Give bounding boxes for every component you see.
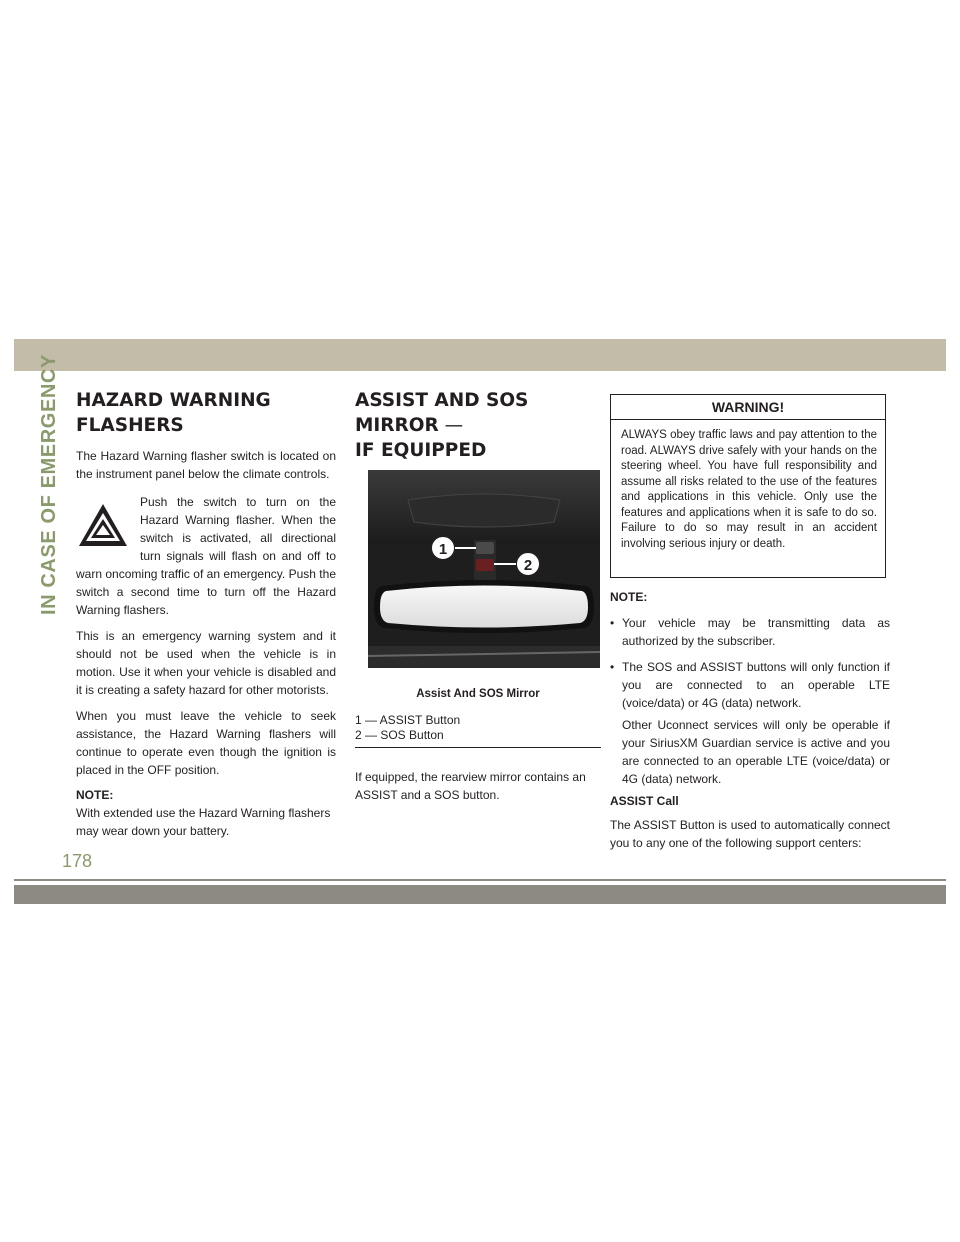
legend-item-sos: 2 — SOS Button (355, 728, 444, 742)
note-bullet-2-text: The SOS and ASSIST buttons will only function if you are connected to an operable LTE (voice/data) or 4G (data) network. (622, 660, 890, 710)
hazard-note-label: NOTE: (76, 788, 114, 802)
assist-title-suffix: — (438, 415, 464, 436)
hazard-para-3: When you must leave the vehicle to seek assistance, the Hazard Warning flashers will continue to operate even though the ignition is placed in the OFF position. (76, 709, 336, 777)
header-band (14, 339, 946, 371)
assist-section (355, 388, 601, 808)
warning-box (610, 394, 886, 578)
assist-call-text: The ASSIST Button is used to automatically connect you to any one of the following support centers: (610, 818, 890, 850)
callout-1: 1 (438, 541, 448, 558)
hazard-para-2: This is an emergency warning system and it should not be used when the vehicle is in motion. Use it when your vehicle is disabled and it is creating a safety hazard for other motorists. (76, 629, 336, 697)
assist-after-text: If equipped, the rearview mirror contains an ASSIST and a SOS button. (355, 770, 586, 802)
footer-band (14, 885, 946, 904)
warning-section (610, 394, 890, 852)
footer-rule (14, 879, 946, 881)
bullet-marker: • (610, 616, 615, 630)
assist-title-main: ASSIST AND SOS MIRROR (355, 390, 529, 436)
hazard-title (76, 388, 336, 438)
note-bullet-1-text: Your vehicle may be transmitting data as authorized by the subscriber. (622, 616, 890, 648)
warning-text: ALWAYS obey traffic laws and pay attention to the road. ALWAYS drive safely with your hands on the steering wheel. You have full responsibility and assume all risks related to the use of the features and applications in this vehicle. Only use the features and applications when it is safe to do so. Failure to do so may result in an accident involving serious injury or death. (621, 429, 877, 550)
hazard-section (76, 388, 336, 840)
bullet-marker: • (610, 660, 615, 674)
mirror-figure (368, 470, 600, 668)
hazard-title-line2: FLASHERS (76, 415, 184, 436)
assist-title-line2: IF EQUIPPED (355, 440, 487, 461)
hazard-intro: The Hazard Warning flasher switch is located on the instrument panel below the climate controls. (76, 449, 336, 481)
section-side-label (38, 354, 62, 615)
warning-heading: WARNING! (611, 395, 885, 420)
side-label-text: IN CASE OF EMERGENCY (38, 354, 60, 615)
assist-title (355, 388, 601, 463)
assist-note-label: NOTE: (610, 590, 648, 604)
page-number: 178 (62, 851, 93, 871)
note-bullet-1 (610, 614, 890, 650)
hazard-title-line1: HAZARD WARNING (76, 390, 271, 411)
note-bullet-2-continued: Other Uconnect services will only be operable if your SiriusXM Guardian service is active and you are connected to an operable LTE (voice/data) or 4G (data) network. (622, 718, 890, 786)
callout-2: 2 (523, 557, 533, 574)
hazard-push-block (76, 493, 336, 619)
note-bullet-2-body (622, 658, 890, 788)
assist-call-heading: ASSIST Call (610, 794, 679, 808)
hazard-push-text: Push the switch to turn on the Hazard Warning flasher. When the switch is activated, all directional turn signals will flash on and off to warn oncoming traffic of an emergency. Push the switch a second time to turn off the Hazard Warning flashers. (76, 495, 336, 617)
note-bullet-2 (610, 658, 890, 788)
figure-caption: Assist And SOS Mirror (416, 688, 540, 700)
hazard-note-text: With extended use the Hazard Warning flashers may wear down your battery. (76, 806, 331, 838)
hazard-warning-icon (76, 501, 130, 551)
legend-item-assist: 1 — ASSIST Button (355, 713, 461, 727)
legend-divider (355, 747, 601, 748)
